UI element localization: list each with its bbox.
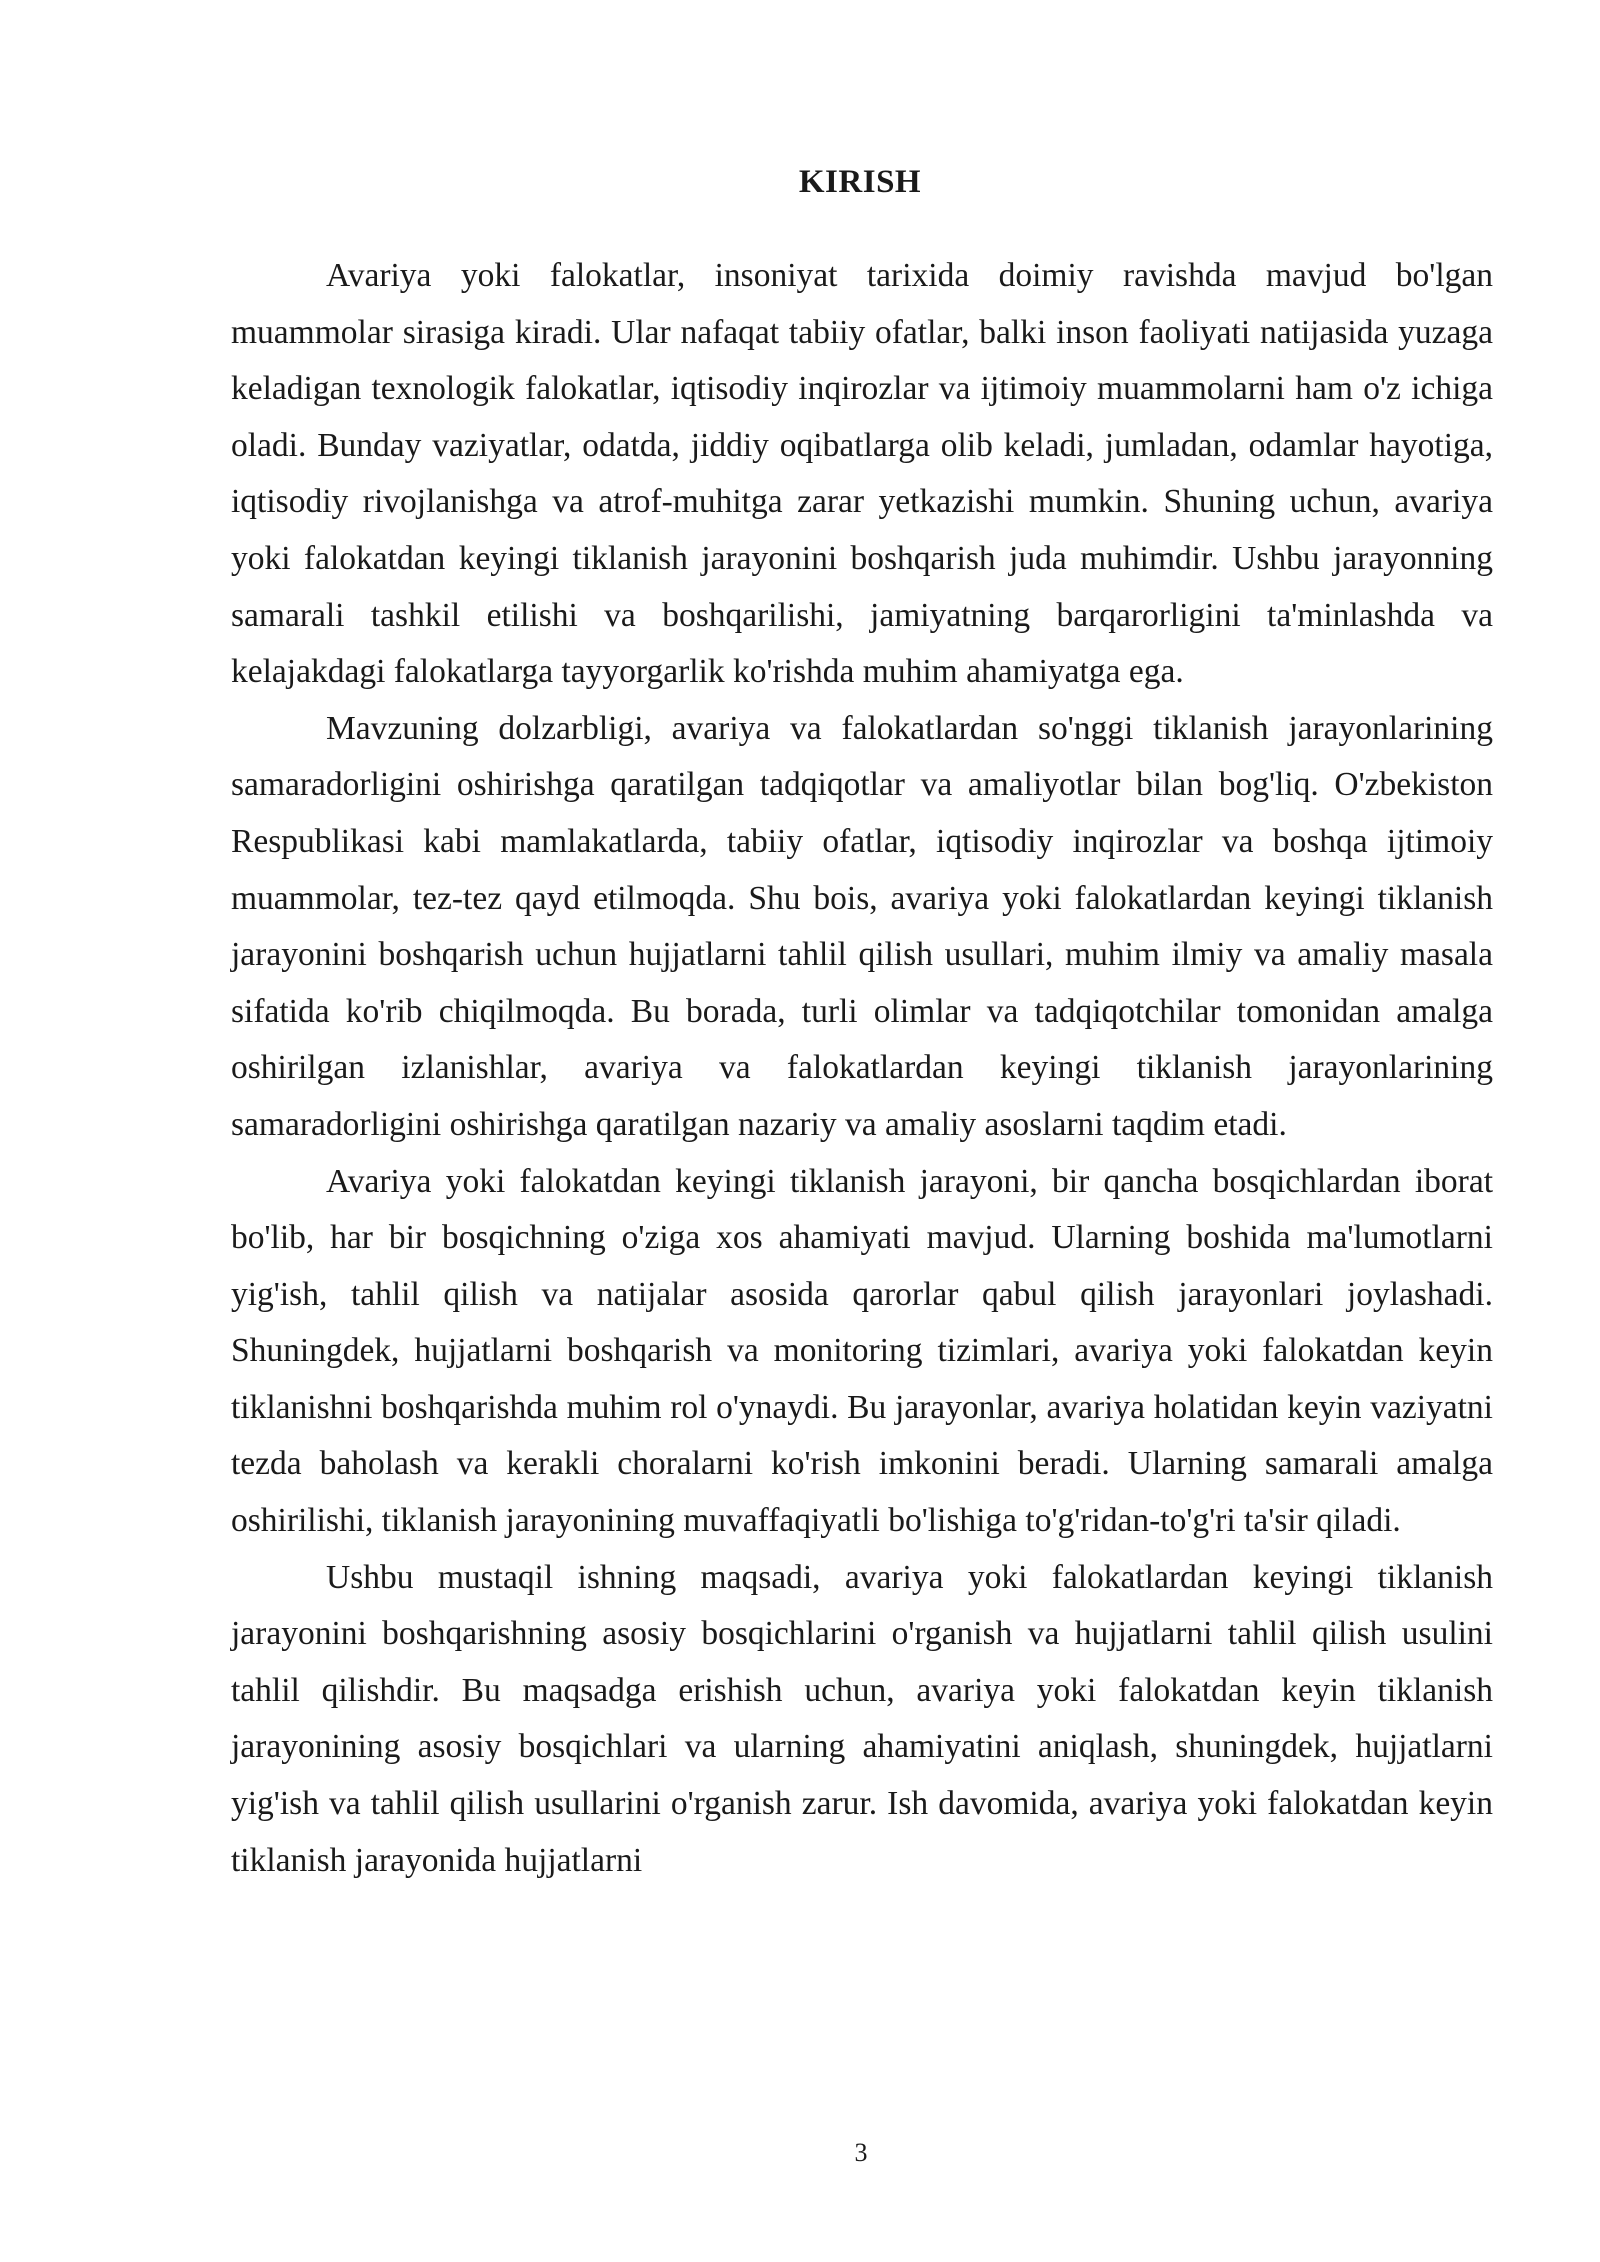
body-text xyxy=(231,248,1493,1889)
page-number: 3 xyxy=(854,2138,868,2167)
paragraph-1: Avariya yoki falokatlar, insoniyat tarixida doimiy ravishda mavjud bo'lgan muammolar sirasiga kiradi. Ular nafaqat tabiiy ofatlar, balki inson faoliyati natijasida yuzaga keladigan texnologik falokatlar, iqtisodiy inqirozlar va ijtimoiy muammolarni ham o'z ichiga oladi. Bunday vaziyatlar, odatda, jiddiy oqibatlarga olib keladi, jumladan, odamlar hayotiga, iqtisodiy rivojlanishga va atrof-muhitga zarar yetkazishi mumkin. Shuning uchun, avariya yoki falokatdan keyingi tiklanish jarayonini boshqarish juda muhimdir. Ushbu jarayonning samarali tashkil etilishi va boshqarilishi, jamiyatning barqarorligini ta'minlashda va kelajakdagi falokatlarga tayyorgarlik ko'rishda muhim ahamiyatga ega. xyxy=(231,257,1493,691)
page-heading: KIRISH xyxy=(798,164,922,200)
paragraph-2: Mavzuning dolzarbligi, avariya va falokatlardan so'nggi tiklanish jarayonlarining samaradorligini oshirishga qaratilgan tadqiqotlar va amaliyotlar bilan bog'liq. O'zbekiston Respublikasi kabi mamlakatlarda, tabiiy ofatlar, iqtisodiy inqirozlar va boshqa ijtimoiy muammolar, tez-tez qayd etilmoqda. Shu bois, avariya yoki falokatlardan keyingi tiklanish jarayonini boshqarish uchun hujjatlarni tahlil qilish usullari, muhim ilmiy va amaliy masala sifatida ko'rib chiqilmoqda. Bu borada, turli olimlar va tadqiqotchilar tomonidan amalga oshirilgan izlanishlar, avariya va falokatlardan keyingi tiklanish jarayonlarining samaradorligini oshirishga qaratilgan nazariy va amaliy asoslarni taqdim etadi. xyxy=(231,709,1493,1143)
paragraph-4: Ushbu mustaqil ishning maqsadi, avariya yoki falokatlardan keyingi tiklanish jarayonini boshqarishning asosiy bosqichlarini o'rganish va hujjatlarni tahlil qilish usulini tahlil qilishdir. Bu maqsadga erishish uchun, avariya yoki falokatdan keyin tiklanish jarayonining asosiy bosqichlari va ularning ahamiyatini aniqlash, shuningdek, hujjatlarni yig'ish va tahlil qilish usullarini o'rganish zarur. Ish davomida, avariya yoki falokatdan keyin tiklanish jarayonida hujjatlarni xyxy=(231,1558,1493,1879)
paragraph-3: Avariya yoki falokatdan keyingi tiklanish jarayoni, bir qancha bosqichlardan iborat bo'lib, har bir bosqichning o'ziga xos ahamiyati mavjud. Ularning boshida ma'lumotlarni yig'ish, tahlil qilish va natijalar asosida qarorlar qabul qilish jarayonlari joylashadi. Shuningdek, hujjatlarni boshqarish va monitoring tizimlari, avariya yoki falokatdan keyin tiklanishni boshqarishda muhim rol o'ynaydi. Bu jarayonlar, avariya holatidan keyin vaziyatni tezda baholash va kerakli choralarni ko'rish imkonini beradi. Ularning samarali amalga oshirilishi, tiklanish jarayonining muvaffaqiyatli bo'lishiga to'g'ridan-to'g'ri ta'sir qiladi. xyxy=(231,1162,1493,1540)
